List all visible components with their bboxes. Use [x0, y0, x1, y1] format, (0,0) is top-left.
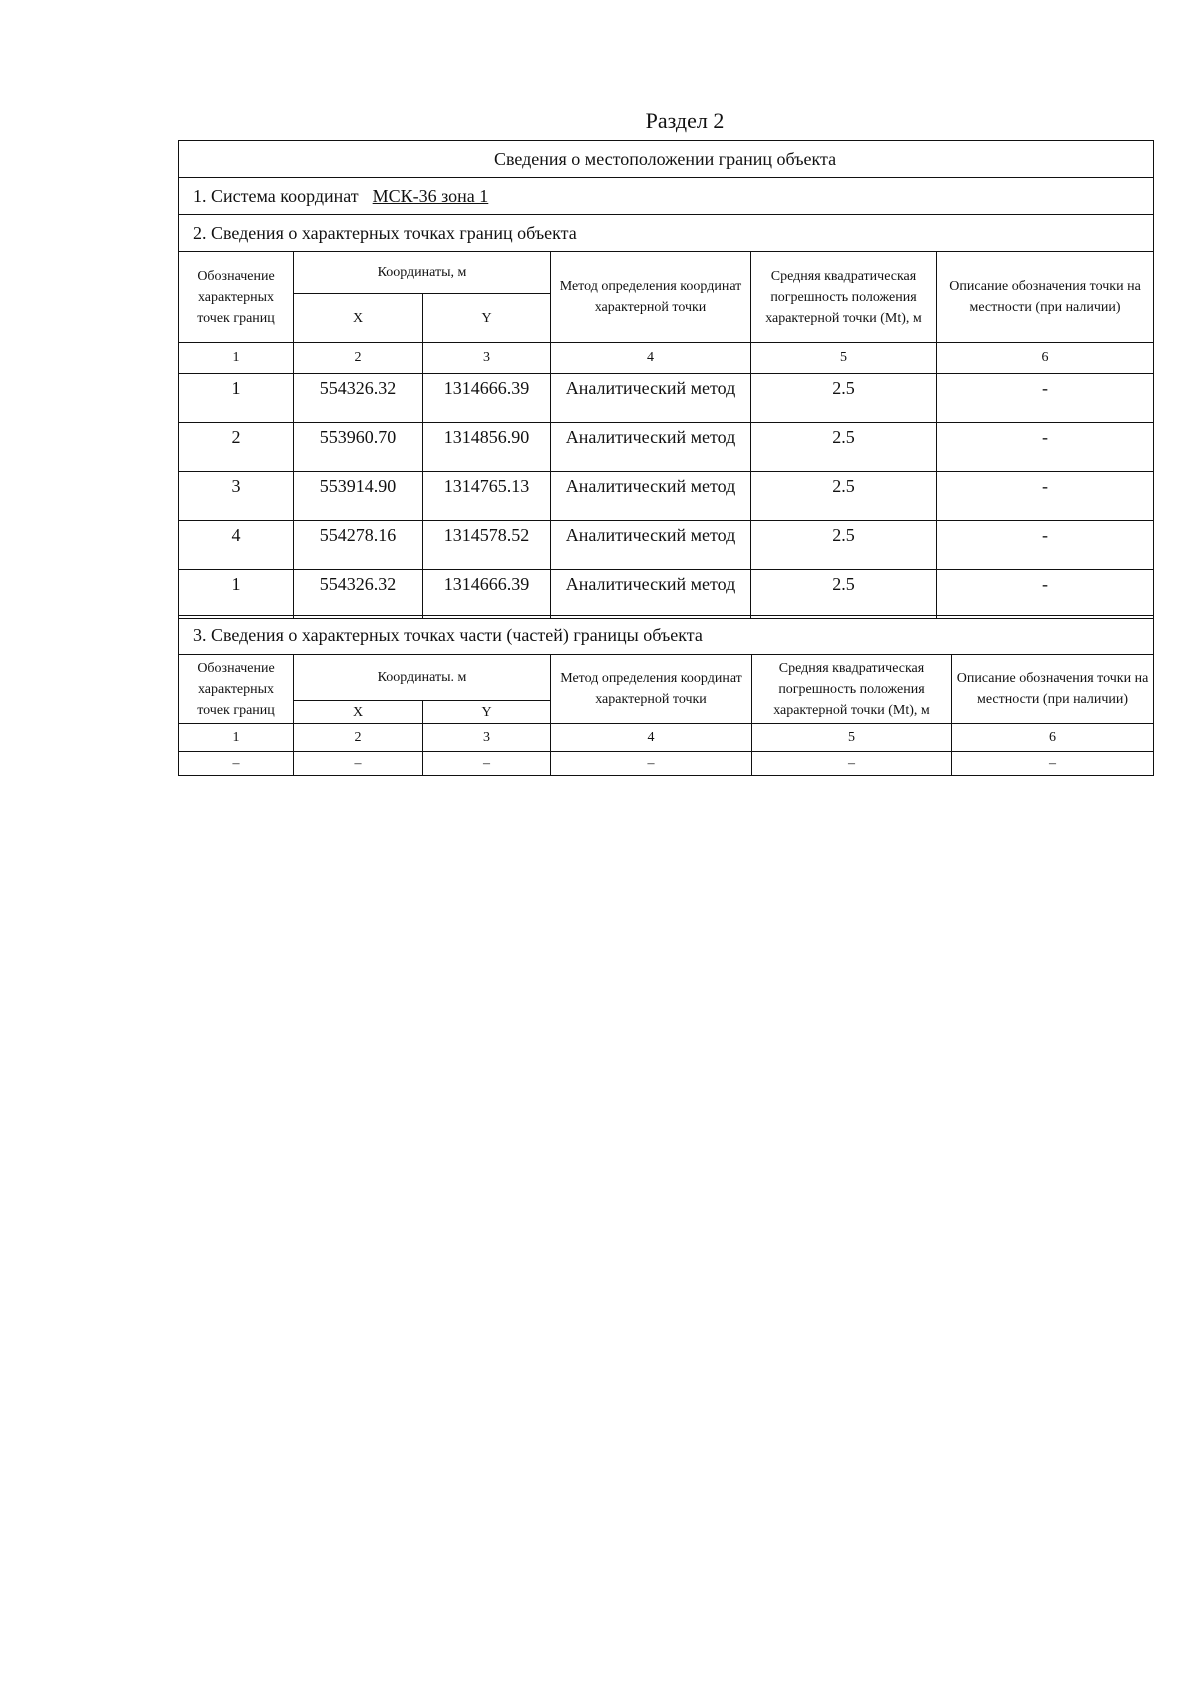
- parts-section-title: 3. Сведения о характерных точках части (частей) границы объекта: [179, 616, 1154, 655]
- table-cell: 1: [179, 570, 294, 619]
- table-cell: –: [551, 752, 752, 776]
- table-cell: 554326.32: [294, 374, 423, 423]
- table-cell: Аналитический метод: [551, 472, 751, 521]
- table-cell: -: [937, 521, 1154, 570]
- table-row: [179, 472, 1154, 521]
- col-number: 5: [752, 724, 952, 752]
- col-number: 1: [179, 724, 294, 752]
- table-cell: 2: [179, 423, 294, 472]
- table-cell: 553914.90: [294, 472, 423, 521]
- table-cell: 2.5: [751, 570, 937, 619]
- part-points-table: [178, 615, 1154, 776]
- table-cell: 1314765.13: [423, 472, 551, 521]
- header-designation: Обозначение характерных точек границ: [179, 252, 294, 343]
- header-method: Метод определения координат характерной точки: [551, 252, 751, 343]
- table-cell: 2.5: [751, 521, 937, 570]
- col-number: 6: [937, 343, 1154, 374]
- table-row: [179, 374, 1154, 423]
- col-number: 6: [952, 724, 1154, 752]
- boundary-points-table: [178, 140, 1154, 619]
- table-cell: 3: [179, 472, 294, 521]
- table-cell: 1314578.52: [423, 521, 551, 570]
- table-cell: -: [937, 423, 1154, 472]
- table-cell: Аналитический метод: [551, 521, 751, 570]
- header-y: Y: [423, 701, 551, 724]
- section-title: Раздел 2: [645, 108, 725, 133]
- table-cell: 2.5: [751, 374, 937, 423]
- table-cell: –: [952, 752, 1154, 776]
- table-cell: -: [937, 570, 1154, 619]
- table-cell: 2.5: [751, 423, 937, 472]
- table-cell: –: [752, 752, 952, 776]
- table-cell: Аналитический метод: [551, 570, 751, 619]
- table-cell: 1314666.39: [423, 374, 551, 423]
- header-description: Описание обозначения точки на местности (при наличии): [952, 655, 1154, 724]
- header-description: Описание обозначения точки на местности (при наличии): [937, 252, 1154, 343]
- col-number: 1: [179, 343, 294, 374]
- column-numbers-row: [179, 343, 1154, 374]
- coord-system-value: МСК-36 зона 1: [372, 185, 489, 206]
- header-error: Средняя квадратическая погрешность положения характерной точки (Mt), м: [752, 655, 952, 724]
- header-coords: Координаты, м: [294, 252, 551, 294]
- header-y: Y: [423, 294, 551, 343]
- table-cell: Аналитический метод: [551, 374, 751, 423]
- header-method: Метод определения координат характерной точки: [551, 655, 752, 724]
- table-cell: 4: [179, 521, 294, 570]
- table-cell: 1314856.90: [423, 423, 551, 472]
- table-title: Сведения о местоположении границ объекта: [179, 141, 1154, 178]
- table-cell: 2.5: [751, 472, 937, 521]
- column-numbers-row: [179, 724, 1154, 752]
- points-section-title: 2. Сведения о характерных точках границ объекта: [179, 215, 1154, 252]
- coord-system-label: 1. Система координат: [193, 185, 359, 206]
- table-cell: 554278.16: [294, 521, 423, 570]
- col-number: 2: [294, 724, 423, 752]
- col-number: 2: [294, 343, 423, 374]
- table-row: [179, 423, 1154, 472]
- table-cell: -: [937, 374, 1154, 423]
- col-number: 3: [423, 343, 551, 374]
- table-cell: –: [179, 752, 294, 776]
- table-row: [179, 570, 1154, 619]
- table-cell: Аналитический метод: [551, 423, 751, 472]
- table-cell: –: [294, 752, 423, 776]
- header-error: Средняя квадратическая погрешность положения характерной точки (Mt), м: [751, 252, 937, 343]
- table-cell: 1314666.39: [423, 570, 551, 619]
- table-cell: 553960.70: [294, 423, 423, 472]
- table-cell: 554326.32: [294, 570, 423, 619]
- header-designation: Обозначение характерных точек границ: [179, 655, 294, 724]
- table-cell: 1: [179, 374, 294, 423]
- header-x: X: [294, 294, 423, 343]
- col-number: 5: [751, 343, 937, 374]
- table-row: [179, 521, 1154, 570]
- col-number: 4: [551, 343, 751, 374]
- header-coords: Координаты. м: [294, 655, 551, 701]
- col-number: 4: [551, 724, 752, 752]
- table-cell: -: [937, 472, 1154, 521]
- col-number: 3: [423, 724, 551, 752]
- header-x: X: [294, 701, 423, 724]
- coord-system-row: [179, 178, 1154, 215]
- table-row: [179, 752, 1154, 776]
- table-cell: –: [423, 752, 551, 776]
